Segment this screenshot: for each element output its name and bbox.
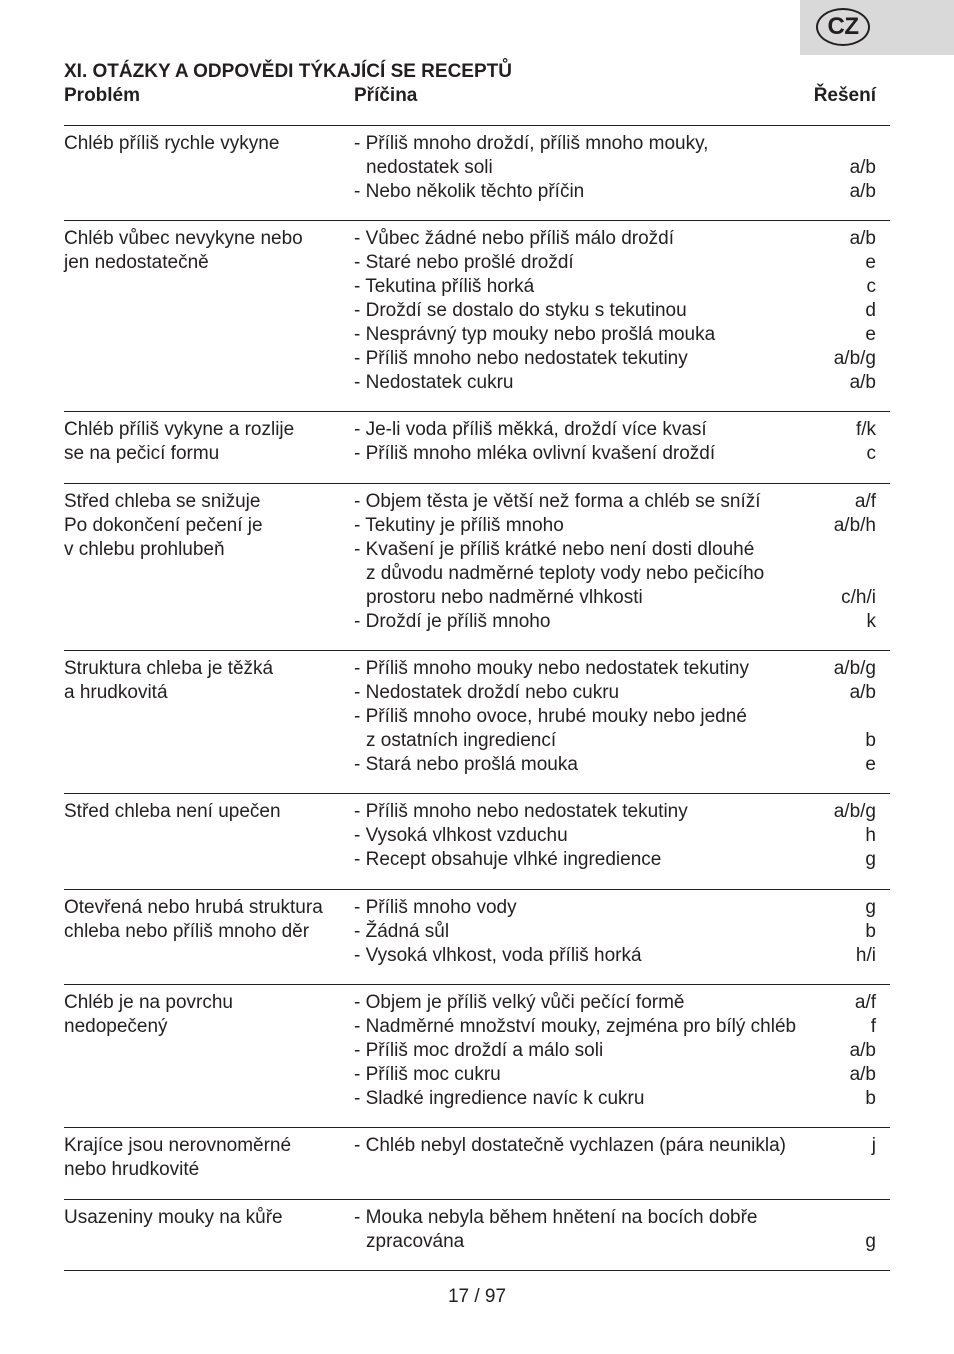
cause-list xyxy=(354,490,876,634)
cause-text: - Příliš moc droždí a málo soli xyxy=(354,1040,604,1061)
language-tab xyxy=(800,0,954,55)
cause-item xyxy=(354,251,876,275)
cause-list xyxy=(354,418,876,466)
solution-code: g xyxy=(865,849,876,870)
solution-code: e xyxy=(865,324,876,345)
cause-list xyxy=(354,1134,876,1158)
problem-cell: Krajíce jsou nerovnoměrné nebo hrudkovité xyxy=(64,1135,292,1180)
cause-item xyxy=(354,132,876,180)
solution-code: a/b/h xyxy=(833,515,876,536)
column-header-problem: Problém xyxy=(64,85,141,106)
solution-code: a/b xyxy=(849,682,876,703)
table-row xyxy=(64,411,890,483)
table-row xyxy=(64,220,890,411)
cause-item xyxy=(354,371,876,395)
cause-item xyxy=(354,1039,876,1063)
table-row xyxy=(64,125,890,220)
cause-text: - Vysoká vlhkost, voda příliš horká xyxy=(354,945,642,966)
cause-item xyxy=(354,299,876,323)
cause-item xyxy=(354,753,876,777)
cause-text: - Příliš mnoho mouky nebo nedostatek tekutiny xyxy=(354,658,749,679)
solution-code: a/f xyxy=(854,491,876,512)
problem-cell: Chléb vůbec nevykyne nebo jen nedostatečně xyxy=(64,228,303,273)
cause-item xyxy=(354,538,876,610)
cause-item xyxy=(354,800,876,824)
cause-item xyxy=(354,514,876,538)
cause-text: - Tekutiny je příliš mnoho xyxy=(354,515,564,536)
cause-list xyxy=(354,1206,876,1254)
cause-item xyxy=(354,347,876,371)
problem-cell: Chléb příliš vykyne a rozlije se na pečicí formu xyxy=(64,419,295,464)
cause-text: - Nebo několik těchto příčin xyxy=(354,181,585,202)
problem-cell: Chléb příliš rychle vykyne xyxy=(64,133,280,154)
column-header-cause: Příčina xyxy=(354,85,418,106)
solution-code: f xyxy=(870,1016,876,1037)
table-row xyxy=(64,984,890,1127)
solution-code: g xyxy=(865,897,876,918)
cause-text: - Nesprávný typ mouky nebo prošlá mouka xyxy=(354,324,716,345)
solution-code: a/b/g xyxy=(833,801,876,822)
cause-text: - Staré nebo prošlé droždí xyxy=(354,252,574,273)
cause-item xyxy=(354,490,876,514)
cause-text: - Stará nebo prošlá mouka xyxy=(354,754,578,775)
cause-text: - Recept obsahuje vlhké ingredience xyxy=(354,849,662,870)
solution-code: g xyxy=(865,1231,876,1252)
cause-text: - Příliš mnoho droždí, příliš mnoho mouky, nedostatek soli xyxy=(354,133,709,178)
solution-code: c xyxy=(866,276,876,297)
problem-cell: Střed chleba se snižuje Po dokončení pečení je v chlebu prohlubeň xyxy=(64,491,263,560)
cause-item xyxy=(354,681,876,705)
solution-code: a/b xyxy=(849,228,876,249)
solution-code: d xyxy=(865,300,876,321)
cause-item xyxy=(354,1015,876,1039)
cause-list xyxy=(354,896,876,968)
cause-text: - Objem těsta je větší než forma a chléb se sníží xyxy=(354,491,761,512)
table-row xyxy=(64,1127,890,1199)
cause-item xyxy=(354,275,876,299)
cause-item xyxy=(354,920,876,944)
table-row xyxy=(64,483,890,650)
cause-text: - Vůbec žádné nebo příliš málo droždí xyxy=(354,228,675,249)
problem-cell: Otevřená nebo hrubá struktura chleba nebo příliš mnoho děr xyxy=(64,897,323,942)
solution-code: k xyxy=(866,611,876,632)
cause-item xyxy=(354,944,876,968)
cause-item xyxy=(354,610,876,634)
solution-code: b xyxy=(865,921,876,942)
table-row xyxy=(64,889,890,984)
cause-item xyxy=(354,991,876,1015)
section-title: XI. OTÁZKY A ODPOVĚDI TÝKAJÍCÍ SE RECEPTŮ xyxy=(64,61,512,82)
solution-code: f/k xyxy=(855,419,876,440)
table-row xyxy=(64,650,890,793)
solution-code: c/h/i xyxy=(841,587,876,608)
cause-item xyxy=(354,1087,876,1111)
cause-text: - Žádná sůl xyxy=(354,921,450,942)
problem-cell: Chléb je na povrchu nedopečený xyxy=(64,992,233,1037)
solution-code: a/b/g xyxy=(833,658,876,679)
cause-text: - Droždí je příliš mnoho xyxy=(354,611,551,632)
cause-list xyxy=(354,227,876,395)
table-row xyxy=(64,793,890,889)
cause-item xyxy=(354,896,876,920)
cause-text: - Je-li voda příliš měkká, droždí více kvasí xyxy=(354,419,707,440)
cause-item xyxy=(354,442,876,466)
language-badge: CZ xyxy=(816,8,870,46)
solution-code: h/i xyxy=(855,945,876,966)
cause-list xyxy=(354,132,876,204)
problem-cell: Střed chleba není upečen xyxy=(64,801,281,822)
cause-list xyxy=(354,657,876,777)
solution-code: a/f xyxy=(854,992,876,1013)
solution-code: h xyxy=(865,825,876,846)
solution-code: b xyxy=(865,1088,876,1109)
cause-text: - Příliš mnoho vody xyxy=(354,897,517,918)
cause-list xyxy=(354,991,876,1111)
problem-cell: Usazeniny mouky na kůře xyxy=(64,1207,283,1228)
solution-code: c xyxy=(866,443,876,464)
cause-text: - Objem je příliš velký vůči pečící formě xyxy=(354,992,685,1013)
cause-item xyxy=(354,824,876,848)
cause-item xyxy=(354,705,876,753)
cause-item xyxy=(354,848,876,872)
solution-code: a/b xyxy=(849,372,876,393)
cause-text: - Mouka nebyla během hnětení na bocích dobře zpracována xyxy=(354,1207,758,1252)
problem-cell: Struktura chleba je těžká a hrudkovitá xyxy=(64,658,274,703)
table-row xyxy=(64,1199,890,1271)
cause-text: - Nedostatek cukru xyxy=(354,372,514,393)
cause-item xyxy=(354,1063,876,1087)
solution-code: a/b xyxy=(849,157,876,178)
cause-text: - Chléb nebyl dostatečně vychlazen (pára neunikla) xyxy=(354,1135,786,1156)
cause-list xyxy=(354,800,876,872)
solution-code: b xyxy=(865,730,876,751)
cause-text: - Kvašení je příliš krátké nebo není dosti dlouhé z důvodu nadměrné teploty vody nebo pečicího prostoru nebo nadměrné vlhkosti xyxy=(354,539,765,608)
cause-item xyxy=(354,1206,876,1254)
troubleshooting-table xyxy=(64,125,890,1271)
cause-item xyxy=(354,227,876,251)
solution-code: e xyxy=(865,754,876,775)
cause-item xyxy=(354,180,876,204)
cause-text: - Příliš mnoho ovoce, hrubé mouky nebo jedné z ostatních ingrediencí xyxy=(354,706,747,751)
solution-code: a/b xyxy=(849,1064,876,1085)
solution-code: a/b/g xyxy=(833,348,876,369)
cause-item xyxy=(354,657,876,681)
page-number: 17 / 97 xyxy=(447,1286,507,1307)
cause-item xyxy=(354,418,876,442)
cause-text: - Příliš moc cukru xyxy=(354,1064,501,1085)
cause-text: - Sladké ingredience navíc k cukru xyxy=(354,1088,645,1109)
cause-item xyxy=(354,1134,876,1158)
cause-item xyxy=(354,323,876,347)
column-header-solution: Řešení xyxy=(813,85,876,106)
cause-text: - Tekutina příliš horká xyxy=(354,276,535,297)
cause-text: - Vysoká vlhkost vzduchu xyxy=(354,825,568,846)
solution-code: a/b xyxy=(849,181,876,202)
cause-text: - Nadměrné množství mouky, zejména pro bílý chléb xyxy=(354,1016,797,1037)
cause-text: - Droždí se dostalo do styku s tekutinou xyxy=(354,300,687,321)
cause-text: - Příliš mnoho mléka ovlivní kvašení droždí xyxy=(354,443,716,464)
cause-text: - Příliš mnoho nebo nedostatek tekutiny xyxy=(354,348,688,369)
cause-text: - Příliš mnoho nebo nedostatek tekutiny xyxy=(354,801,688,822)
solution-code: e xyxy=(865,252,876,273)
cause-text: - Nedostatek droždí nebo cukru xyxy=(354,682,620,703)
solution-code: j xyxy=(871,1135,876,1156)
solution-code: a/b xyxy=(849,1040,876,1061)
